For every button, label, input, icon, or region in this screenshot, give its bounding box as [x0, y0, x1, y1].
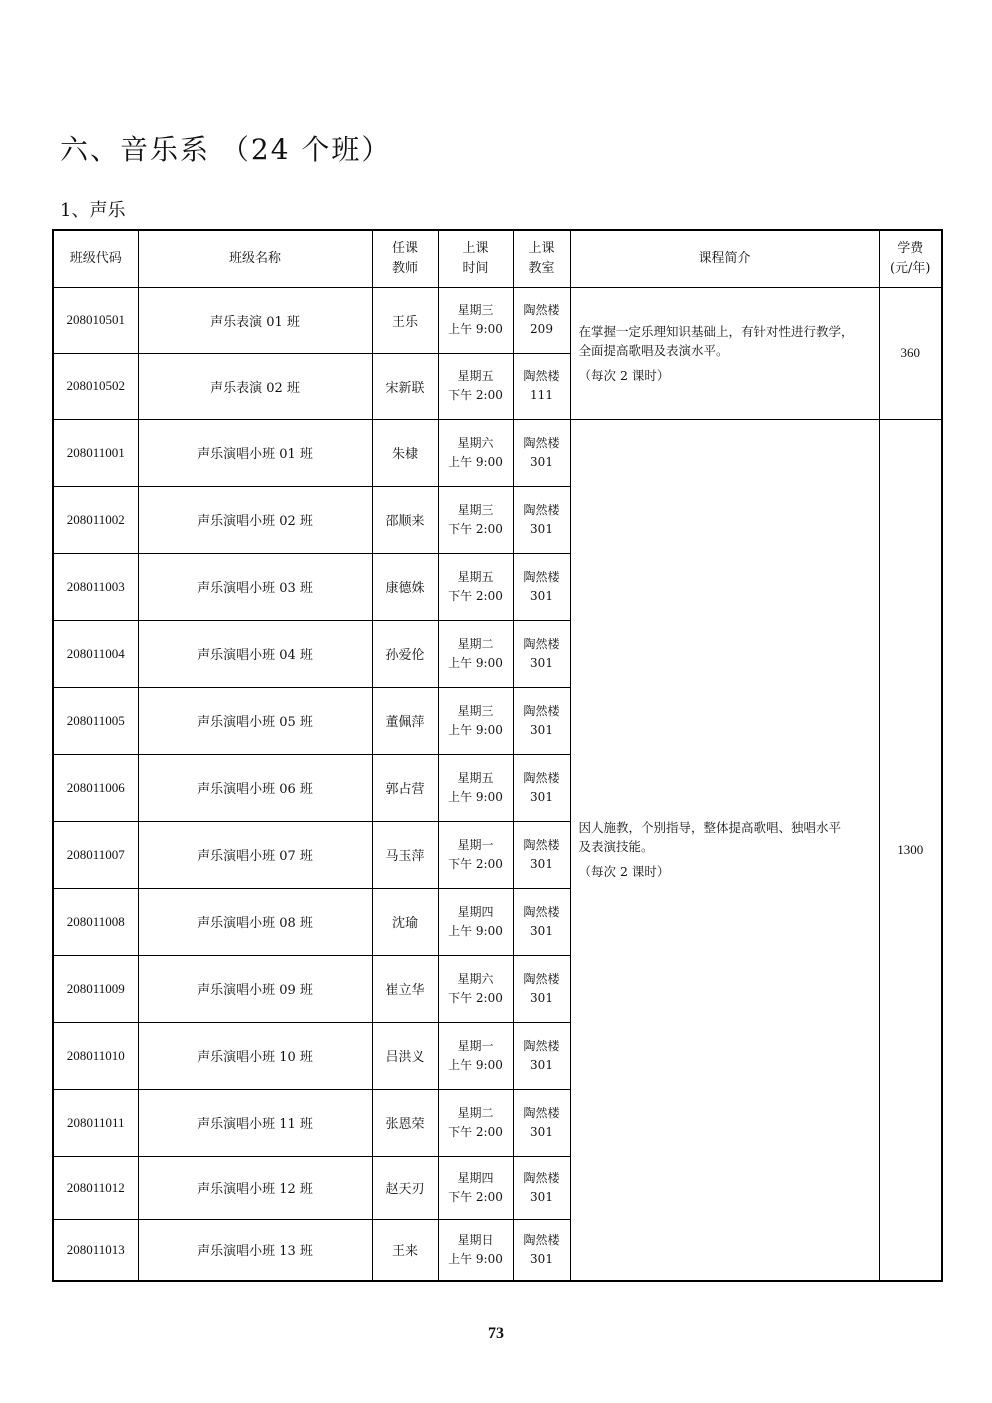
- teacher-name: 沈瑜: [391, 916, 418, 931]
- room-number: 209: [530, 322, 553, 336]
- time-cell: [438, 1089, 513, 1156]
- time-cell: [438, 553, 513, 620]
- class-time: 上午 9:00: [448, 1251, 503, 1266]
- room-number: 301: [530, 789, 553, 804]
- room-building: 陶然楼: [523, 569, 560, 584]
- room-building: 陶然楼: [523, 1232, 560, 1247]
- tuition-fee-cell: [879, 287, 942, 419]
- class-time: 上午 9:00: [448, 789, 503, 804]
- room-number: 301: [530, 923, 553, 938]
- course-description-cell: [570, 419, 879, 1281]
- class-time: 上午 9:00: [448, 1057, 503, 1072]
- teacher-cell: [372, 287, 438, 353]
- time-cell: [438, 419, 513, 486]
- class-name-cell: [138, 553, 372, 620]
- time-cell: [438, 1219, 513, 1281]
- time-cell: [438, 1022, 513, 1089]
- class-day: 星期五: [457, 369, 494, 383]
- teacher-name: 王乐: [391, 314, 418, 330]
- class-name-cell: [138, 1022, 372, 1089]
- class-name: 声乐演唱小班 12 班: [197, 1182, 313, 1197]
- teacher-name: 张恩荣: [385, 1117, 425, 1132]
- room-cell: [513, 888, 570, 955]
- class-day: 星期一: [457, 837, 494, 852]
- teacher-name: 董佩萍: [385, 715, 425, 730]
- class-time: 下午 2:00: [448, 588, 503, 603]
- class-time: 下午 2:00: [448, 1124, 503, 1139]
- class-code: 208011001: [66, 444, 125, 460]
- teacher-name: 赵天刃: [385, 1182, 425, 1197]
- room-building: 陶然楼: [523, 904, 560, 919]
- class-code-cell: [53, 888, 138, 955]
- teacher-cell: [372, 419, 438, 486]
- room-building: 陶然楼: [523, 1170, 560, 1185]
- room-building: 陶然楼: [523, 770, 560, 785]
- header-time: [438, 230, 513, 287]
- teacher-name: 王来: [391, 1244, 418, 1260]
- teacher-cell: [372, 888, 438, 955]
- class-name-cell: [138, 955, 372, 1022]
- table-row: [53, 419, 942, 486]
- room-cell: [513, 287, 570, 353]
- class-code-cell: [53, 1219, 138, 1281]
- teacher-cell: [372, 754, 438, 821]
- page-number: 73: [488, 1325, 504, 1342]
- subsection-heading: 1、声乐: [60, 200, 126, 221]
- class-day: 星期三: [457, 303, 494, 317]
- course-table: [52, 229, 943, 1282]
- course-description-line2: 及表演技能。: [578, 839, 654, 855]
- class-name: 声乐演唱小班 13 班: [197, 1244, 313, 1260]
- class-time: 上午 9:00: [448, 722, 503, 737]
- teacher-name: 邵顺来: [385, 514, 425, 529]
- header-room-line1: 上课: [528, 240, 555, 256]
- class-code-cell: [53, 1089, 138, 1156]
- class-name: 声乐演唱小班 07 班: [197, 849, 313, 864]
- class-name: 声乐演唱小班 02 班: [197, 514, 313, 529]
- room-building: 陶然楼: [523, 837, 560, 852]
- room-building: 陶然楼: [523, 502, 560, 517]
- room-cell: [513, 553, 570, 620]
- class-time: 下午 2:00: [448, 388, 503, 402]
- time-cell: [438, 486, 513, 553]
- header-name: 班级名称: [138, 230, 372, 287]
- class-day: 星期二: [457, 1105, 494, 1120]
- header-fee: [879, 230, 942, 287]
- teacher-cell: [372, 1219, 438, 1281]
- room-number: 301: [530, 1251, 553, 1266]
- class-name: 声乐演唱小班 03 班: [197, 581, 313, 596]
- class-time: 下午 2:00: [448, 1189, 503, 1204]
- class-code-cell: [53, 955, 138, 1022]
- time-cell: [438, 955, 513, 1022]
- room-number: 301: [530, 990, 553, 1005]
- room-building: 陶然楼: [523, 1038, 560, 1053]
- header-room-line2: 教室: [528, 260, 555, 276]
- table-body: [53, 287, 942, 1281]
- header-room: [513, 230, 570, 287]
- table-header-row: [53, 230, 942, 287]
- time-cell: [438, 1156, 513, 1219]
- class-code-cell: [53, 620, 138, 687]
- room-cell: [513, 687, 570, 754]
- class-time: 下午 2:00: [448, 856, 503, 871]
- time-cell: [438, 687, 513, 754]
- section-heading: 六、音乐系 （24 个班）: [60, 133, 392, 166]
- class-code-cell: [53, 821, 138, 888]
- header-time-line2: 时间: [462, 260, 489, 276]
- class-code: 208011011: [66, 1114, 125, 1130]
- time-cell: [438, 821, 513, 888]
- room-number: 301: [530, 1189, 553, 1204]
- class-code-cell: [53, 754, 138, 821]
- class-day: 星期三: [457, 502, 494, 517]
- teacher-name: 孙爱伦: [385, 648, 425, 663]
- class-name: 声乐表演 02 班: [210, 380, 300, 396]
- class-day: 星期五: [457, 770, 494, 785]
- class-name: 声乐演唱小班 09 班: [197, 983, 313, 998]
- class-name: 声乐演唱小班 08 班: [197, 916, 313, 931]
- room-number: 301: [530, 655, 553, 670]
- class-name: 声乐表演 01 班: [210, 314, 300, 330]
- teacher-name: 康德姝: [385, 581, 425, 596]
- room-number: 301: [530, 1057, 553, 1072]
- teacher-cell: [372, 1156, 438, 1219]
- class-code-cell: [53, 486, 138, 553]
- class-code: 208011004: [66, 645, 125, 661]
- class-day: 星期六: [457, 971, 494, 986]
- class-name: 声乐演唱小班 11 班: [197, 1117, 313, 1132]
- teacher-cell: [372, 821, 438, 888]
- teacher-name: 郭占营: [385, 782, 425, 797]
- class-code: 208011007: [66, 846, 125, 862]
- class-day: 星期四: [457, 1170, 494, 1185]
- course-session-note: （每次 2 课时）: [578, 367, 670, 383]
- header-teacher-line1: 任课: [391, 240, 418, 256]
- room-building: 陶然楼: [523, 971, 560, 986]
- class-name-cell: [138, 1156, 372, 1219]
- class-day: 星期三: [457, 703, 494, 718]
- class-code-cell: [53, 353, 138, 419]
- teacher-cell: [372, 553, 438, 620]
- room-building: 陶然楼: [523, 435, 560, 450]
- class-name: 声乐演唱小班 04 班: [197, 648, 313, 663]
- header-teacher-line2: 教师: [391, 260, 418, 276]
- class-code-cell: [53, 287, 138, 353]
- class-code: 208011006: [66, 779, 125, 795]
- class-day: 星期日: [457, 1232, 494, 1247]
- room-cell: [513, 1156, 570, 1219]
- class-time: 下午 2:00: [448, 990, 503, 1005]
- class-time: 上午 9:00: [448, 923, 503, 938]
- class-code-cell: [53, 1022, 138, 1089]
- class-name-cell: [138, 353, 372, 419]
- class-day: 星期一: [457, 1038, 494, 1053]
- table-row: [53, 287, 942, 353]
- time-cell: [438, 754, 513, 821]
- class-day: 星期二: [457, 636, 494, 651]
- room-number: 111: [530, 388, 553, 402]
- class-code: 208011013: [66, 1241, 125, 1257]
- course-description-line2: 全面提高歌唱及表演水平。: [578, 342, 729, 358]
- class-code: 208011009: [66, 980, 125, 996]
- teacher-cell: [372, 1089, 438, 1156]
- class-name: 声乐演唱小班 06 班: [197, 782, 313, 797]
- room-building: 陶然楼: [523, 369, 560, 383]
- class-code: 208011005: [66, 712, 125, 728]
- class-code-cell: [53, 553, 138, 620]
- class-name-cell: [138, 620, 372, 687]
- class-code: 208010501: [66, 312, 125, 327]
- room-cell: [513, 754, 570, 821]
- teacher-cell: [372, 353, 438, 419]
- class-name-cell: [138, 821, 372, 888]
- room-cell: [513, 353, 570, 419]
- class-name: 声乐演唱小班 01 班: [197, 447, 313, 462]
- room-number: 301: [530, 722, 553, 737]
- class-day: 星期六: [457, 435, 494, 450]
- course-session-note: （每次 2 课时）: [578, 864, 670, 880]
- class-code: 208011002: [66, 511, 125, 527]
- room-number: 301: [530, 856, 553, 871]
- teacher-name: 崔立华: [385, 983, 425, 998]
- header-fee-line2: (元/年): [889, 260, 931, 276]
- class-code-cell: [53, 1156, 138, 1219]
- course-description-cell: [570, 287, 879, 419]
- class-time: 下午 2:00: [448, 521, 503, 536]
- time-cell: [438, 287, 513, 353]
- room-building: 陶然楼: [523, 1105, 560, 1120]
- header-teacher: [372, 230, 438, 287]
- class-code: 208011008: [66, 913, 125, 929]
- class-code-cell: [53, 687, 138, 754]
- room-cell: [513, 1022, 570, 1089]
- header-fee-line1: 学费: [897, 240, 924, 256]
- class-name-cell: [138, 754, 372, 821]
- room-cell: [513, 486, 570, 553]
- class-time: 上午 9:00: [448, 322, 503, 336]
- class-code: 208011012: [66, 1179, 125, 1195]
- course-description-line1: 因人施教，个别指导，整体提高歌唱、独唱水平: [578, 820, 842, 836]
- tuition-fee: 360: [900, 345, 920, 360]
- course-description-line1: 在掌握一定乐理知识基础上，有针对性进行教学，: [578, 323, 854, 339]
- room-cell: [513, 419, 570, 486]
- room-cell: [513, 821, 570, 888]
- class-code: 208011010: [66, 1047, 125, 1063]
- room-building: 陶然楼: [523, 636, 560, 651]
- tuition-fee-cell: [879, 419, 942, 1281]
- class-name: 声乐演唱小班 10 班: [197, 1050, 313, 1065]
- class-name: 声乐演唱小班 05 班: [197, 715, 313, 730]
- time-cell: [438, 888, 513, 955]
- class-name-cell: [138, 1219, 372, 1281]
- time-cell: [438, 353, 513, 419]
- tuition-fee: 1300: [897, 841, 924, 857]
- room-cell: [513, 1089, 570, 1156]
- teacher-cell: [372, 486, 438, 553]
- room-number: 301: [530, 454, 553, 469]
- header-time-line1: 上课: [462, 240, 489, 256]
- class-time: 上午 9:00: [448, 454, 503, 469]
- teacher-name: 宋新联: [385, 380, 425, 396]
- teacher-cell: [372, 955, 438, 1022]
- class-code: 208010502: [66, 378, 125, 393]
- room-number: 301: [530, 588, 553, 603]
- room-number: 301: [530, 521, 553, 536]
- teacher-name: 朱棣: [391, 447, 418, 462]
- header-code: 班级代码: [53, 230, 138, 287]
- class-name-cell: [138, 888, 372, 955]
- teacher-cell: [372, 620, 438, 687]
- teacher-name: 马玉萍: [385, 849, 425, 864]
- teacher-name: 吕洪义: [385, 1050, 425, 1065]
- room-cell: [513, 1219, 570, 1281]
- class-day: 星期五: [457, 569, 494, 584]
- teacher-cell: [372, 1022, 438, 1089]
- class-name-cell: [138, 1089, 372, 1156]
- class-name-cell: [138, 486, 372, 553]
- class-name-cell: [138, 687, 372, 754]
- class-name-cell: [138, 419, 372, 486]
- room-building: 陶然楼: [523, 303, 560, 317]
- room-cell: [513, 955, 570, 1022]
- header-desc: 课程简介: [570, 230, 879, 287]
- room-cell: [513, 620, 570, 687]
- class-time: 上午 9:00: [448, 655, 503, 670]
- teacher-cell: [372, 687, 438, 754]
- room-number: 301: [530, 1124, 553, 1139]
- class-code: 208011003: [66, 578, 125, 594]
- time-cell: [438, 620, 513, 687]
- class-code-cell: [53, 419, 138, 486]
- class-name-cell: [138, 287, 372, 353]
- room-building: 陶然楼: [523, 703, 560, 718]
- class-day: 星期四: [457, 904, 494, 919]
